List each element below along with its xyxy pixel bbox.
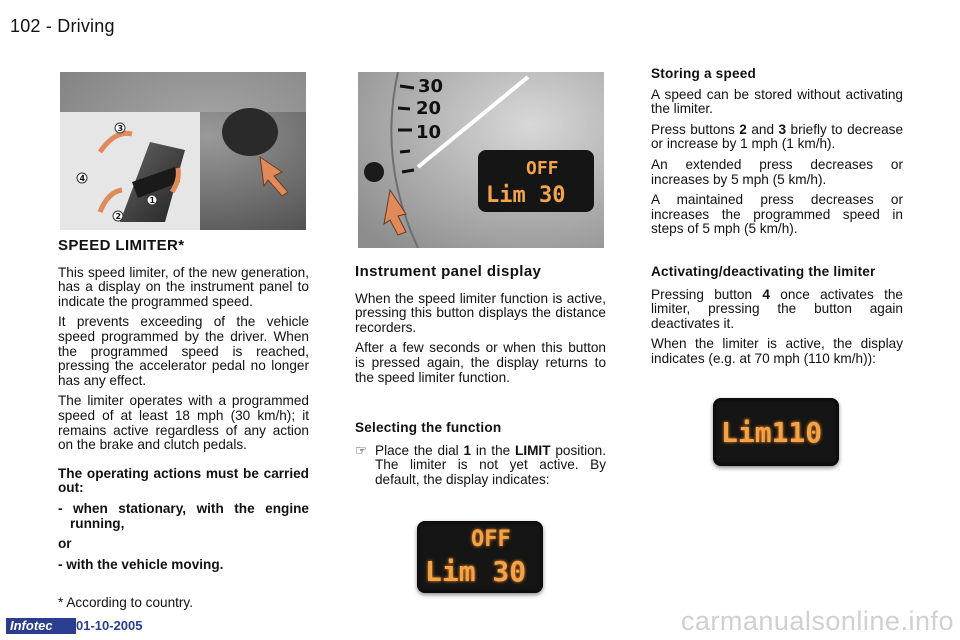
- left-column: [58, 239, 309, 578]
- selecting-text-a: Place the dial: [375, 442, 464, 458]
- callout-2: 2: [115, 212, 122, 221]
- instrument-panel-figure: [358, 72, 604, 248]
- activating-paragraph-1: [651, 288, 903, 332]
- section-title: Driving: [57, 16, 115, 36]
- pointing-hand-icon: ☞: [355, 442, 368, 458]
- activating-paragraph-2: When the limiter is active, the display indicates (e.g. at 70 mph (110 km/h)):: [651, 336, 903, 366]
- storing-paragraph-1: A speed can be stored without activating the limiter.: [651, 86, 903, 117]
- display-paragraph-2: After a few seconds or when this button is pressed again, the display returns to the speed limiter function.: [355, 340, 606, 385]
- infotec-badge: Infotec: [6, 618, 76, 634]
- purpose-paragraph: It prevents exceeding of the vehicle speed programmed by the driver. When the programmed speed is reached, pressing the accelerator pedal no longer has any effect.: [58, 314, 309, 388]
- storing-paragraph-3: An extended press decreases or increases by 5 mph (5 km/h).: [651, 156, 903, 187]
- gauge-label-20: 20: [416, 98, 442, 119]
- header-separator: -: [45, 16, 53, 36]
- right-column: [651, 67, 903, 243]
- selecting-section: [355, 421, 606, 487]
- operation-paragraph: The limiter operates with a programmed speed of at least 18 mph (30 km/h); it remains active regardless of any action on the brake and clutch pedals.: [58, 393, 309, 453]
- button-3-ref: 3: [778, 121, 787, 137]
- action-stationary: - when stationary, with the engine running,: [58, 500, 309, 531]
- display-paragraph-1: When the speed limiter function is active, pressing this button displays the distance recorders.: [355, 290, 606, 335]
- button-4-ref: 4: [762, 286, 770, 302]
- button-2-ref: 2: [739, 121, 747, 137]
- instrument-panel-illustration: [358, 72, 604, 248]
- page-header: [10, 16, 115, 37]
- gauge-label-30: 30: [418, 76, 444, 97]
- selecting-step: [355, 444, 606, 488]
- print-date: 01-10-2005: [76, 618, 143, 633]
- speed-limiter-title: SPEED LIMITER*: [58, 237, 185, 254]
- activating-section: [651, 265, 903, 373]
- storing-paragraph-2: [651, 123, 903, 152]
- storing-text-c: and: [746, 121, 779, 137]
- figure-lcd-line2: Lim 30: [486, 183, 566, 208]
- callout-3: 3: [117, 124, 124, 133]
- site-watermark: carmanualsonline.info: [680, 606, 954, 636]
- selecting-text-c: position. The limiter is not yet active. By default, the display indicates:: [375, 442, 606, 487]
- lcd-off-display: [417, 521, 543, 593]
- callout-1: 1: [149, 196, 156, 205]
- selecting-title: Selecting the function: [355, 420, 502, 435]
- intro-paragraph: This speed limiter, of the new generation, has a display on the instrument panel to indicate the programmed speed.: [58, 264, 309, 309]
- callout-4: 4: [79, 174, 86, 183]
- storing-text-a: Press buttons: [651, 121, 740, 137]
- activating-title: Activating/deactivating the limiter: [651, 264, 876, 279]
- stalk-illustration: [60, 72, 306, 230]
- selecting-instruction: [375, 444, 606, 488]
- stalk-figure: [60, 72, 306, 230]
- activating-text-c: once activates the limiter, pressing the button again deactivates it.: [651, 286, 903, 331]
- action-moving: - with the vehicle moving.: [58, 556, 224, 572]
- figure-lcd-line1: OFF: [526, 158, 559, 179]
- lcd-active-line: Lim110: [721, 416, 823, 449]
- actions-title: The operating actions must be carried out:: [58, 465, 309, 496]
- storing-paragraph-4: A maintained press decreases or increases the programmed speed in steps of 5 mph (5 km/h).: [651, 192, 903, 237]
- activating-text-a: Pressing button: [651, 286, 763, 302]
- lcd-off-line2: Lim 30: [425, 555, 527, 588]
- page-number: 102: [10, 16, 41, 36]
- dial-number: 1: [463, 442, 472, 458]
- storing-title: Storing a speed: [651, 66, 756, 81]
- footnote: * According to country.: [58, 595, 194, 610]
- storing-text-d: briefly to decrease or increase by 1 mph (1 km/h).: [651, 121, 904, 152]
- middle-column: [355, 265, 606, 391]
- action-or: or: [58, 536, 72, 552]
- instrument-panel-title: Instrument panel display: [355, 263, 542, 280]
- limit-label: LIMIT: [515, 442, 551, 458]
- lcd-off-line1: OFF: [471, 527, 511, 552]
- lcd-active-display: [713, 398, 839, 466]
- gauge-label-10: 10: [416, 122, 442, 143]
- selecting-text-b: in the: [471, 442, 516, 458]
